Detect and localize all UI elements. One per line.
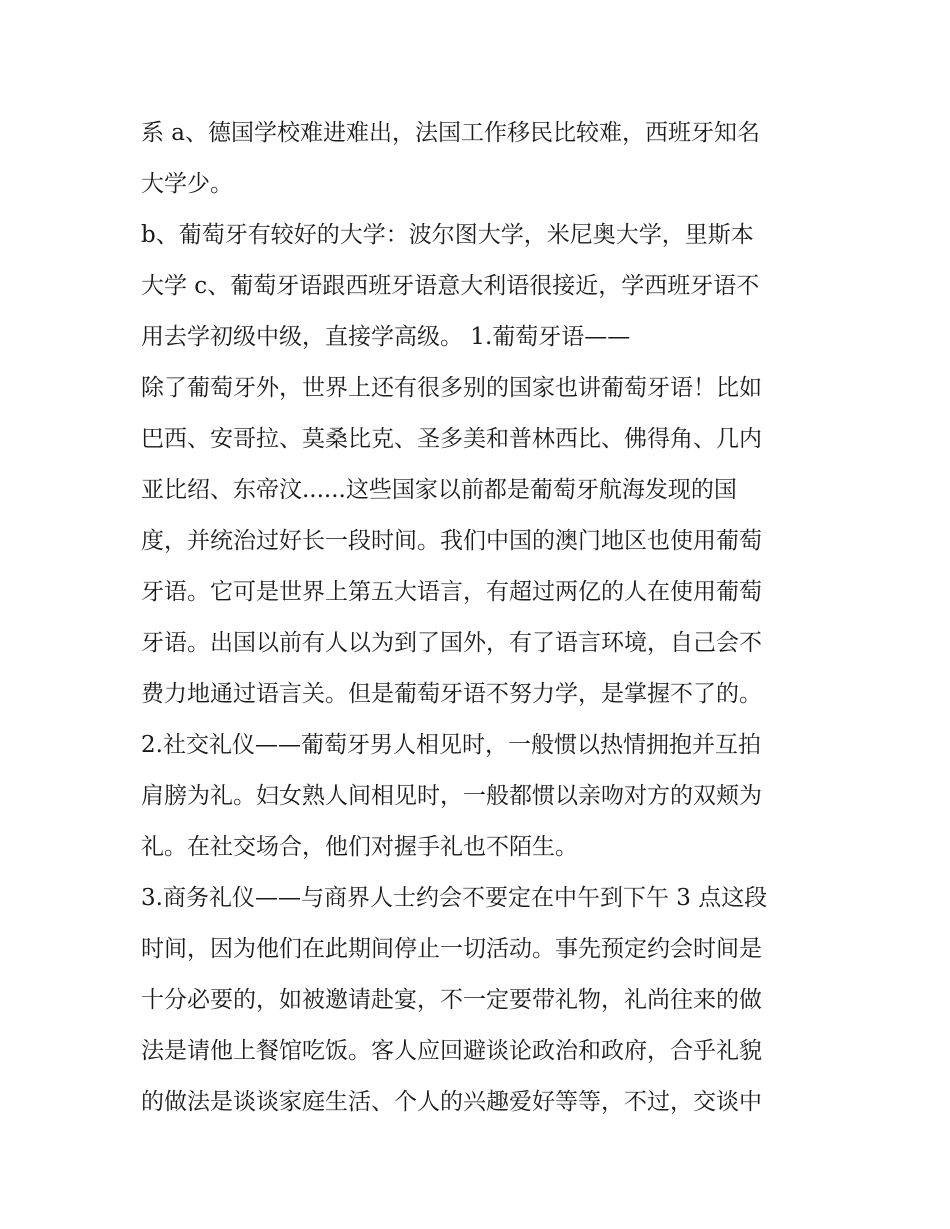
text-line: 巴西、安哥拉、莫桑比克、圣多美和普林西比、佛得角、几内 bbox=[141, 426, 762, 452]
text-line: 系 a、德国学校难进难出，法国工作移民比较难，西班牙知名 bbox=[141, 120, 761, 146]
text-line: 大学 c、葡萄牙语跟西班牙语意大利语很接近，学西班牙语不 bbox=[141, 273, 760, 299]
text-line: 肩膀为礼。妇女熟人间相见时，一般都惯以亲吻对方的双颊为 bbox=[141, 783, 762, 809]
text-line: 大学少。 bbox=[141, 171, 233, 197]
text-line: 亚比绍、东帝汶......这些国家以前都是葡萄牙航海发现的国 bbox=[141, 477, 737, 503]
text-line: 除了葡萄牙外，世界上还有很多别的国家也讲葡萄牙语！比如 bbox=[141, 375, 762, 401]
body-text bbox=[141, 108, 821, 1128]
text-line: 牙语。出国以前有人以为到了国外，有了语言环境，自己会不 bbox=[141, 630, 762, 656]
text-line: 费力地通过语言关。但是葡萄牙语不努力学，是掌握不了的。 bbox=[141, 681, 762, 707]
text-line: 3.商务礼仪——与商界人士约会不要定在中午到下午 3 点这段 bbox=[141, 885, 768, 911]
text-line: 度，并统治过好长一段时间。我们中国的澳门地区也使用葡萄 bbox=[141, 528, 762, 554]
text-line: 法是请他上餐馆吃饭。客人应回避谈论政治和政府，合乎礼貌 bbox=[141, 1038, 762, 1064]
text-line: 时间，因为他们在此期间停止一切活动。事先预定约会时间是 bbox=[141, 936, 762, 962]
text-line: b、葡萄牙有较好的大学：波尔图大学，米尼奥大学，里斯本 bbox=[141, 222, 754, 248]
text-line: 礼。在社交场合，他们对握手礼也不陌生。 bbox=[141, 834, 578, 860]
text-line: 2.社交礼仪——葡萄牙男人相见时，一般惯以热情拥抱并互拍 bbox=[141, 732, 761, 758]
text-line: 用去学初级中级，直接学高级。 1.葡萄牙语—— bbox=[141, 324, 631, 350]
text-line: 的做法是谈谈家庭生活、个人的兴趣爱好等等，不过，交谈中 bbox=[141, 1089, 762, 1115]
text-line: 十分必要的，如被邀请赴宴，不一定要带礼物，礼尚往来的做 bbox=[141, 987, 762, 1013]
text-line: 牙语。它可是世界上第五大语言，有超过两亿的人在使用葡萄 bbox=[141, 579, 762, 605]
